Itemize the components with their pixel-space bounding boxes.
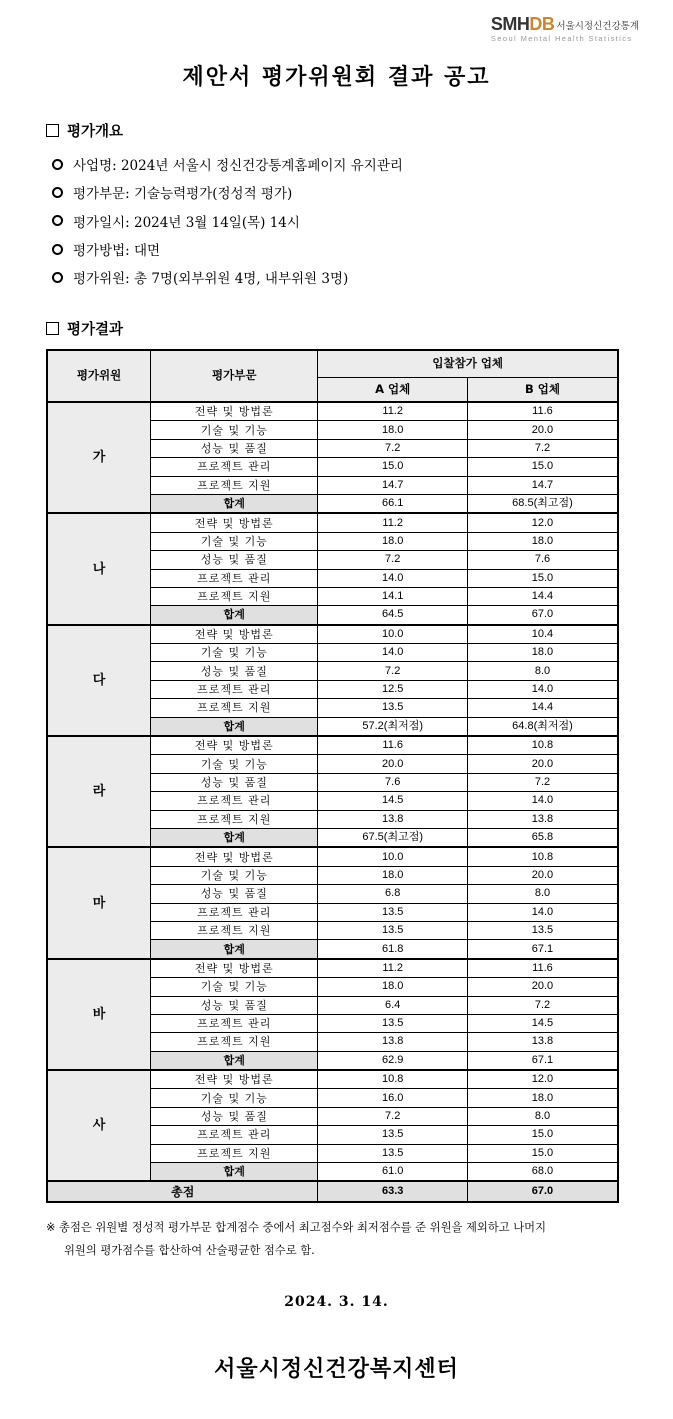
score-a-cell: 7.6 <box>318 773 468 791</box>
score-a-cell: 10.0 <box>318 847 468 866</box>
results-heading-text: 평가결과 <box>67 321 124 338</box>
category-cell: 기술 및 기능 <box>151 644 318 662</box>
score-a-cell: 14.1 <box>318 587 468 605</box>
score-a-cell: 14.5 <box>318 792 468 810</box>
score-a-cell: 18.0 <box>318 978 468 996</box>
circle-bullet-icon <box>52 159 63 170</box>
score-a-cell: 11.6 <box>318 736 468 755</box>
category-cell: 기술 및 기능 <box>151 532 318 550</box>
table-row <box>47 625 618 644</box>
header-category: 평가부문 <box>151 350 318 402</box>
circle-bullet-icon <box>52 187 63 198</box>
overview-item-text: 평가위원: 총 7명(외부위원 4명, 내부위원 3명) <box>73 271 349 288</box>
category-cell: 프로젝트 관리 <box>151 458 318 476</box>
score-b-cell: 8.0 <box>467 662 618 680</box>
checkbox-square-icon <box>46 124 59 137</box>
score-a-cell: 14.7 <box>318 476 468 494</box>
table-row <box>47 402 618 421</box>
footnote <box>46 1216 626 1262</box>
score-b-cell: 18.0 <box>467 644 618 662</box>
category-cell: 성능 및 품질 <box>151 996 318 1014</box>
results-table <box>46 349 619 1203</box>
subtotal-label: 합계 <box>151 717 318 736</box>
score-a-cell: 18.0 <box>318 866 468 884</box>
score-a-cell: 7.2 <box>318 662 468 680</box>
score-b-cell: 14.7 <box>467 476 618 494</box>
results-table-body <box>47 402 618 1202</box>
subtotal-b: 67.1 <box>467 940 618 959</box>
total-row <box>47 1181 618 1202</box>
total-score-a: 63.3 <box>318 1181 468 1202</box>
score-a-cell: 11.2 <box>318 402 468 421</box>
header-company-a: A 업체 <box>318 377 468 402</box>
evaluator-name: 사 <box>47 1070 151 1181</box>
score-b-cell: 8.0 <box>467 1107 618 1125</box>
score-a-cell: 7.2 <box>318 551 468 569</box>
category-cell: 성능 및 품질 <box>151 1107 318 1125</box>
header-company-b: B 업체 <box>467 377 618 402</box>
organization-name: 서울시정신건강복지센터 <box>214 1357 459 1382</box>
subtotal-label: 합계 <box>151 940 318 959</box>
score-a-cell: 13.5 <box>318 1014 468 1032</box>
score-b-cell: 12.0 <box>467 1070 618 1089</box>
overview-list <box>52 150 403 291</box>
table-row <box>47 513 618 532</box>
category-cell: 전략 및 방법론 <box>151 736 318 755</box>
table-row <box>47 959 618 978</box>
score-a-cell: 13.8 <box>318 810 468 828</box>
score-a-cell: 13.5 <box>318 1144 468 1162</box>
score-b-cell: 18.0 <box>467 532 618 550</box>
score-a-cell: 13.8 <box>318 1033 468 1051</box>
score-b-cell: 20.0 <box>467 866 618 884</box>
score-a-cell: 11.2 <box>318 513 468 532</box>
score-b-cell: 15.0 <box>467 458 618 476</box>
evaluator-name: 마 <box>47 847 151 958</box>
subtotal-label: 합계 <box>151 828 318 847</box>
overview-item-text: 평가방법: 대면 <box>73 243 161 260</box>
overview-heading-text: 평가개요 <box>67 123 124 140</box>
evaluator-name: 가 <box>47 402 151 513</box>
score-a-cell: 6.8 <box>318 885 468 903</box>
category-cell: 프로젝트 관리 <box>151 569 318 587</box>
category-cell: 프로젝트 관리 <box>151 792 318 810</box>
subtotal-a: 62.9 <box>318 1051 468 1070</box>
score-b-cell: 18.0 <box>467 1089 618 1107</box>
score-b-cell: 7.2 <box>467 439 618 457</box>
score-b-cell: 11.6 <box>467 402 618 421</box>
subtotal-a: 61.8 <box>318 940 468 959</box>
category-cell: 기술 및 기능 <box>151 866 318 884</box>
score-a-cell: 14.0 <box>318 644 468 662</box>
score-a-cell: 18.0 <box>318 421 468 439</box>
score-b-cell: 10.8 <box>467 736 618 755</box>
score-a-cell: 10.0 <box>318 625 468 644</box>
score-b-cell: 20.0 <box>467 978 618 996</box>
header-bidders: 입찰참가 업체 <box>318 350 618 377</box>
score-a-cell: 16.0 <box>318 1089 468 1107</box>
subtotal-label: 합계 <box>151 1163 318 1182</box>
category-cell: 프로젝트 지원 <box>151 921 318 939</box>
category-cell: 성능 및 품질 <box>151 773 318 791</box>
overview-item <box>52 263 403 291</box>
category-cell: 성능 및 품질 <box>151 885 318 903</box>
category-cell: 프로젝트 지원 <box>151 1033 318 1051</box>
subtotal-b: 67.1 <box>467 1051 618 1070</box>
category-cell: 프로젝트 지원 <box>151 476 318 494</box>
score-b-cell: 14.0 <box>467 680 618 698</box>
logo-english-text: Seoul Mental Health Statistics <box>490 34 633 43</box>
score-a-cell: 13.5 <box>318 1126 468 1144</box>
category-cell: 기술 및 기능 <box>151 978 318 996</box>
table-row <box>47 847 618 866</box>
score-b-cell: 14.4 <box>467 699 618 717</box>
subtotal-b: 65.8 <box>467 828 618 847</box>
category-cell: 프로젝트 관리 <box>151 1014 318 1032</box>
score-a-cell: 18.0 <box>318 532 468 550</box>
subtotal-label: 합계 <box>151 494 318 513</box>
score-a-cell: 15.0 <box>318 458 468 476</box>
score-b-cell: 14.5 <box>467 1014 618 1032</box>
evaluator-name: 나 <box>47 513 151 624</box>
category-cell: 프로젝트 지원 <box>151 587 318 605</box>
overview-item-text: 평가일시: 2024년 3월 14일(목) 14시 <box>73 214 300 231</box>
score-b-cell: 13.8 <box>467 1033 618 1051</box>
category-cell: 프로젝트 지원 <box>151 810 318 828</box>
score-b-cell: 7.6 <box>467 551 618 569</box>
category-cell: 전략 및 방법론 <box>151 959 318 978</box>
score-a-cell: 12.5 <box>318 680 468 698</box>
overview-item-text: 평가부문: 기술능력평가(정성적 평가) <box>73 186 293 203</box>
score-b-cell: 15.0 <box>467 1144 618 1162</box>
overview-item <box>52 207 403 235</box>
subtotal-b: 64.8(최저점) <box>467 717 618 736</box>
score-b-cell: 10.4 <box>467 625 618 644</box>
page-title: 제안서 평가위원회 결과 공고 <box>182 65 491 90</box>
circle-bullet-icon <box>52 272 63 283</box>
overview-item <box>52 235 403 263</box>
subtotal-b: 68.5(최고점) <box>467 494 618 513</box>
category-cell: 전략 및 방법론 <box>151 513 318 532</box>
circle-bullet-icon <box>52 244 63 255</box>
smhdb-logo <box>491 14 639 43</box>
subtotal-a: 66.1 <box>318 494 468 513</box>
announcement-date: 2024. 3. 14. <box>284 1294 389 1310</box>
category-cell: 전략 및 방법론 <box>151 625 318 644</box>
footnote-line-1: ※ 총점은 위원별 정성적 평가부문 합계점수 중에서 최고점수와 최저점수를 준 위원을 제외하고 나머지 <box>46 1221 546 1234</box>
score-b-cell: 15.0 <box>467 569 618 587</box>
score-b-cell: 13.5 <box>467 921 618 939</box>
overview-item-text: 사업명: 2024년 서울시 정신건강통계홈페이지 유지관리 <box>73 158 403 175</box>
category-cell: 프로젝트 관리 <box>151 903 318 921</box>
subtotal-b: 67.0 <box>467 606 618 625</box>
subtotal-a: 61.0 <box>318 1163 468 1182</box>
subtotal-a: 67.5(최고점) <box>318 828 468 847</box>
score-b-cell: 14.4 <box>467 587 618 605</box>
category-cell: 프로젝트 관리 <box>151 1126 318 1144</box>
overview-heading <box>46 120 123 141</box>
subtotal-label: 합계 <box>151 606 318 625</box>
score-b-cell: 13.8 <box>467 810 618 828</box>
score-a-cell: 7.2 <box>318 439 468 457</box>
category-cell: 성능 및 품질 <box>151 439 318 457</box>
score-a-cell: 13.5 <box>318 699 468 717</box>
score-b-cell: 11.6 <box>467 959 618 978</box>
score-a-cell: 6.4 <box>318 996 468 1014</box>
score-a-cell: 20.0 <box>318 755 468 773</box>
score-b-cell: 20.0 <box>467 755 618 773</box>
logo-text-db: DB <box>529 14 555 34</box>
score-a-cell: 7.2 <box>318 1107 468 1125</box>
subtotal-a: 57.2(최저점) <box>318 717 468 736</box>
category-cell: 성능 및 품질 <box>151 662 318 680</box>
score-b-cell: 20.0 <box>467 421 618 439</box>
category-cell: 기술 및 기능 <box>151 755 318 773</box>
evaluator-name: 다 <box>47 625 151 736</box>
table-row <box>47 736 618 755</box>
footnote-line-2: 위원의 평가점수를 합산하여 산술평균한 점수로 함. <box>64 1244 315 1257</box>
score-a-cell: 13.5 <box>318 921 468 939</box>
logo-korean-text: 서울시정신건강통계 <box>556 21 639 32</box>
category-cell: 프로젝트 지원 <box>151 699 318 717</box>
evaluator-name: 바 <box>47 959 151 1070</box>
score-b-cell: 7.2 <box>467 773 618 791</box>
subtotal-label: 합계 <box>151 1051 318 1070</box>
category-cell: 기술 및 기능 <box>151 1089 318 1107</box>
overview-item <box>52 178 403 206</box>
score-b-cell: 8.0 <box>467 885 618 903</box>
score-a-cell: 10.8 <box>318 1070 468 1089</box>
category-cell: 프로젝트 관리 <box>151 680 318 698</box>
score-b-cell: 15.0 <box>467 1126 618 1144</box>
category-cell: 전략 및 방법론 <box>151 1070 318 1089</box>
checkbox-square-icon <box>46 322 59 335</box>
subtotal-b: 68.0 <box>467 1163 618 1182</box>
score-a-cell: 14.0 <box>318 569 468 587</box>
category-cell: 전략 및 방법론 <box>151 402 318 421</box>
header-evaluator: 평가위원 <box>47 350 151 402</box>
total-score-b: 67.0 <box>467 1181 618 1202</box>
results-heading <box>46 318 123 339</box>
score-b-cell: 10.8 <box>467 847 618 866</box>
evaluator-name: 라 <box>47 736 151 847</box>
category-cell: 성능 및 품질 <box>151 551 318 569</box>
score-b-cell: 14.0 <box>467 792 618 810</box>
category-cell: 프로젝트 지원 <box>151 1144 318 1162</box>
score-b-cell: 12.0 <box>467 513 618 532</box>
score-a-cell: 11.2 <box>318 959 468 978</box>
logo-text-smh: SMH <box>490 14 530 34</box>
category-cell: 기술 및 기능 <box>151 421 318 439</box>
category-cell: 전략 및 방법론 <box>151 847 318 866</box>
overview-item <box>52 150 403 178</box>
table-row <box>47 1070 618 1089</box>
circle-bullet-icon <box>52 215 63 226</box>
score-b-cell: 14.0 <box>467 903 618 921</box>
score-a-cell: 13.5 <box>318 903 468 921</box>
subtotal-a: 64.5 <box>318 606 468 625</box>
total-label: 총점 <box>47 1181 318 1202</box>
score-b-cell: 7.2 <box>467 996 618 1014</box>
